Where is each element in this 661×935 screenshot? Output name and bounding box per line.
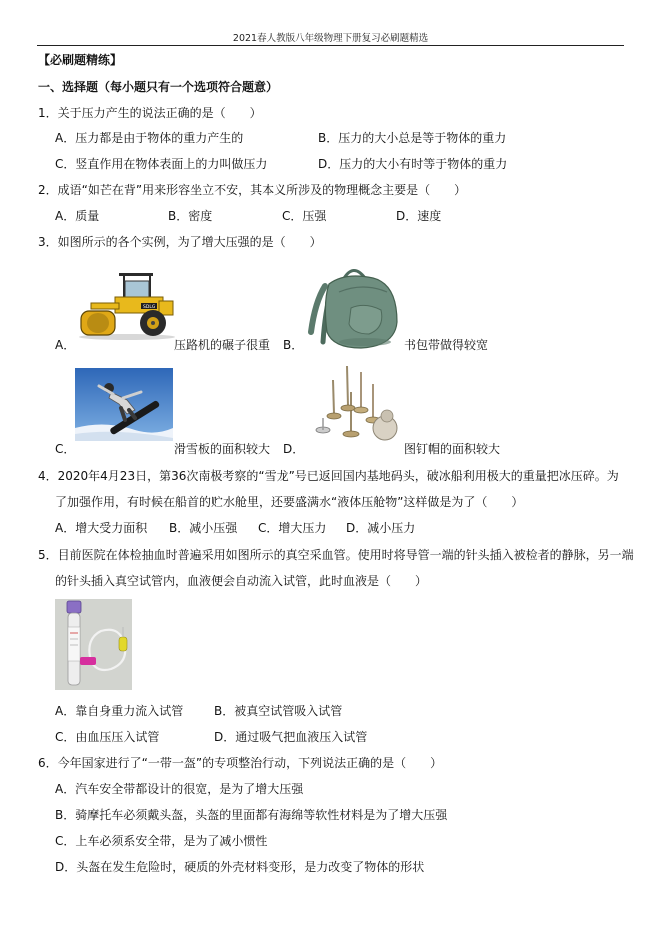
q3-option-d-letter: D． bbox=[283, 442, 305, 456]
q5-option-c: C．由血压压入试管 bbox=[55, 730, 160, 744]
snowboarder-image bbox=[75, 368, 173, 441]
question-4-stem-line1: 4．2020年4月23日，第36次南极考察的“雪龙”号已返回国内基地码头，破冰船利用极大的重量把冰压碎。为 bbox=[38, 469, 619, 483]
q3-option-c-letter: C． bbox=[55, 442, 76, 456]
question-6-stem: 6．今年国家进行了“一带一盔”的专项整治行动，下列说法正确的是（ ） bbox=[38, 756, 443, 770]
question-5-stem-line2: 的针头插入真空试管内，血液便会自动流入试管，此时血液是（ ） bbox=[55, 574, 428, 588]
q3-option-a-text: 压路机的碾子很重 bbox=[174, 338, 271, 352]
q6-option-b: B．骑摩托车必须戴头盔，头盔的里面都有海绵等软性材料是为了增大压强 bbox=[55, 808, 448, 822]
q3-option-b-letter: B． bbox=[283, 338, 304, 352]
q5-option-b: B．被真空试管吸入试管 bbox=[214, 704, 343, 718]
q4-option-d: D．减小压力 bbox=[346, 521, 416, 535]
q6-option-c: C．上车必须系安全带，是为了减小惯性 bbox=[55, 834, 268, 848]
q3-option-d-text: 图钉帽的面积较大 bbox=[404, 442, 501, 456]
question-2-stem: 2．成语“如芒在背”用来形容坐立不安，其本义所涉及的物理概念主要是（ ） bbox=[38, 183, 467, 197]
q6-option-a: A．汽车安全带都设计的很宽，是为了增大压强 bbox=[55, 782, 304, 796]
question-5-stem-line1: 5．目前医院在体检抽血时普遍采用如图所示的真空采血管。使用时将导管一端的针头插入被检者的静脉，另一端 bbox=[38, 548, 634, 562]
question-3-stem: 3．如图所示的各个实例，为了增大压强的是（ ） bbox=[38, 235, 322, 249]
q6-option-d: D．头盔在发生危险时，硬质的外壳材料变形，是力改变了物体的形状 bbox=[55, 860, 425, 874]
section-title: 【必刷题精练】 bbox=[38, 53, 123, 67]
q5-option-a: A．靠自身重力流入试管 bbox=[55, 704, 184, 718]
blood-tube-image bbox=[55, 599, 132, 690]
q3-option-b-text: 书包带做得较宽 bbox=[404, 338, 489, 352]
header-divider bbox=[37, 45, 624, 46]
page-header: 2021春人教版八年级物理下册复习必刷题精选 bbox=[232, 33, 429, 44]
q1-option-a: A．压力都是由于物体的重力产生的 bbox=[55, 131, 244, 145]
q2-option-c: C．压强 bbox=[282, 209, 327, 223]
roller-brand-text: SDLG bbox=[143, 305, 156, 310]
question-4-stem-line2: 了加强作用，有时候在船首的贮水舱里，还要盛满水“液体压舱物”这样做是为了（ ） bbox=[55, 495, 524, 509]
q5-option-d: D．通过吸气把血液压入试管 bbox=[214, 730, 368, 744]
q2-option-d: D．速度 bbox=[396, 209, 442, 223]
thumbtacks-image bbox=[303, 362, 403, 450]
q2-option-a: A．质量 bbox=[55, 209, 100, 223]
q3-option-a-letter: A． bbox=[55, 338, 76, 352]
q1-option-c: C．竖直作用在物体表面上的力叫做压力 bbox=[55, 157, 268, 171]
q1-option-b: B．压力的大小总是等于物体的重力 bbox=[318, 131, 507, 145]
q2-option-b: B．密度 bbox=[168, 209, 213, 223]
q4-option-c: C．增大压力 bbox=[258, 521, 327, 535]
part-title: 一、选择题（每小题只有一个选项符合题意） bbox=[38, 80, 279, 94]
road-roller-image bbox=[77, 267, 177, 342]
q3-option-c-text: 滑雪板的面积较大 bbox=[174, 442, 271, 456]
q4-option-a: A．增大受力面积 bbox=[55, 521, 148, 535]
question-1-stem: 1．关于压力产生的说法正确的是（ ） bbox=[38, 106, 262, 120]
q1-option-d: D．压力的大小有时等于物体的重力 bbox=[318, 157, 508, 171]
backpack-image bbox=[305, 262, 401, 350]
q4-option-b: B．减小压强 bbox=[169, 521, 238, 535]
